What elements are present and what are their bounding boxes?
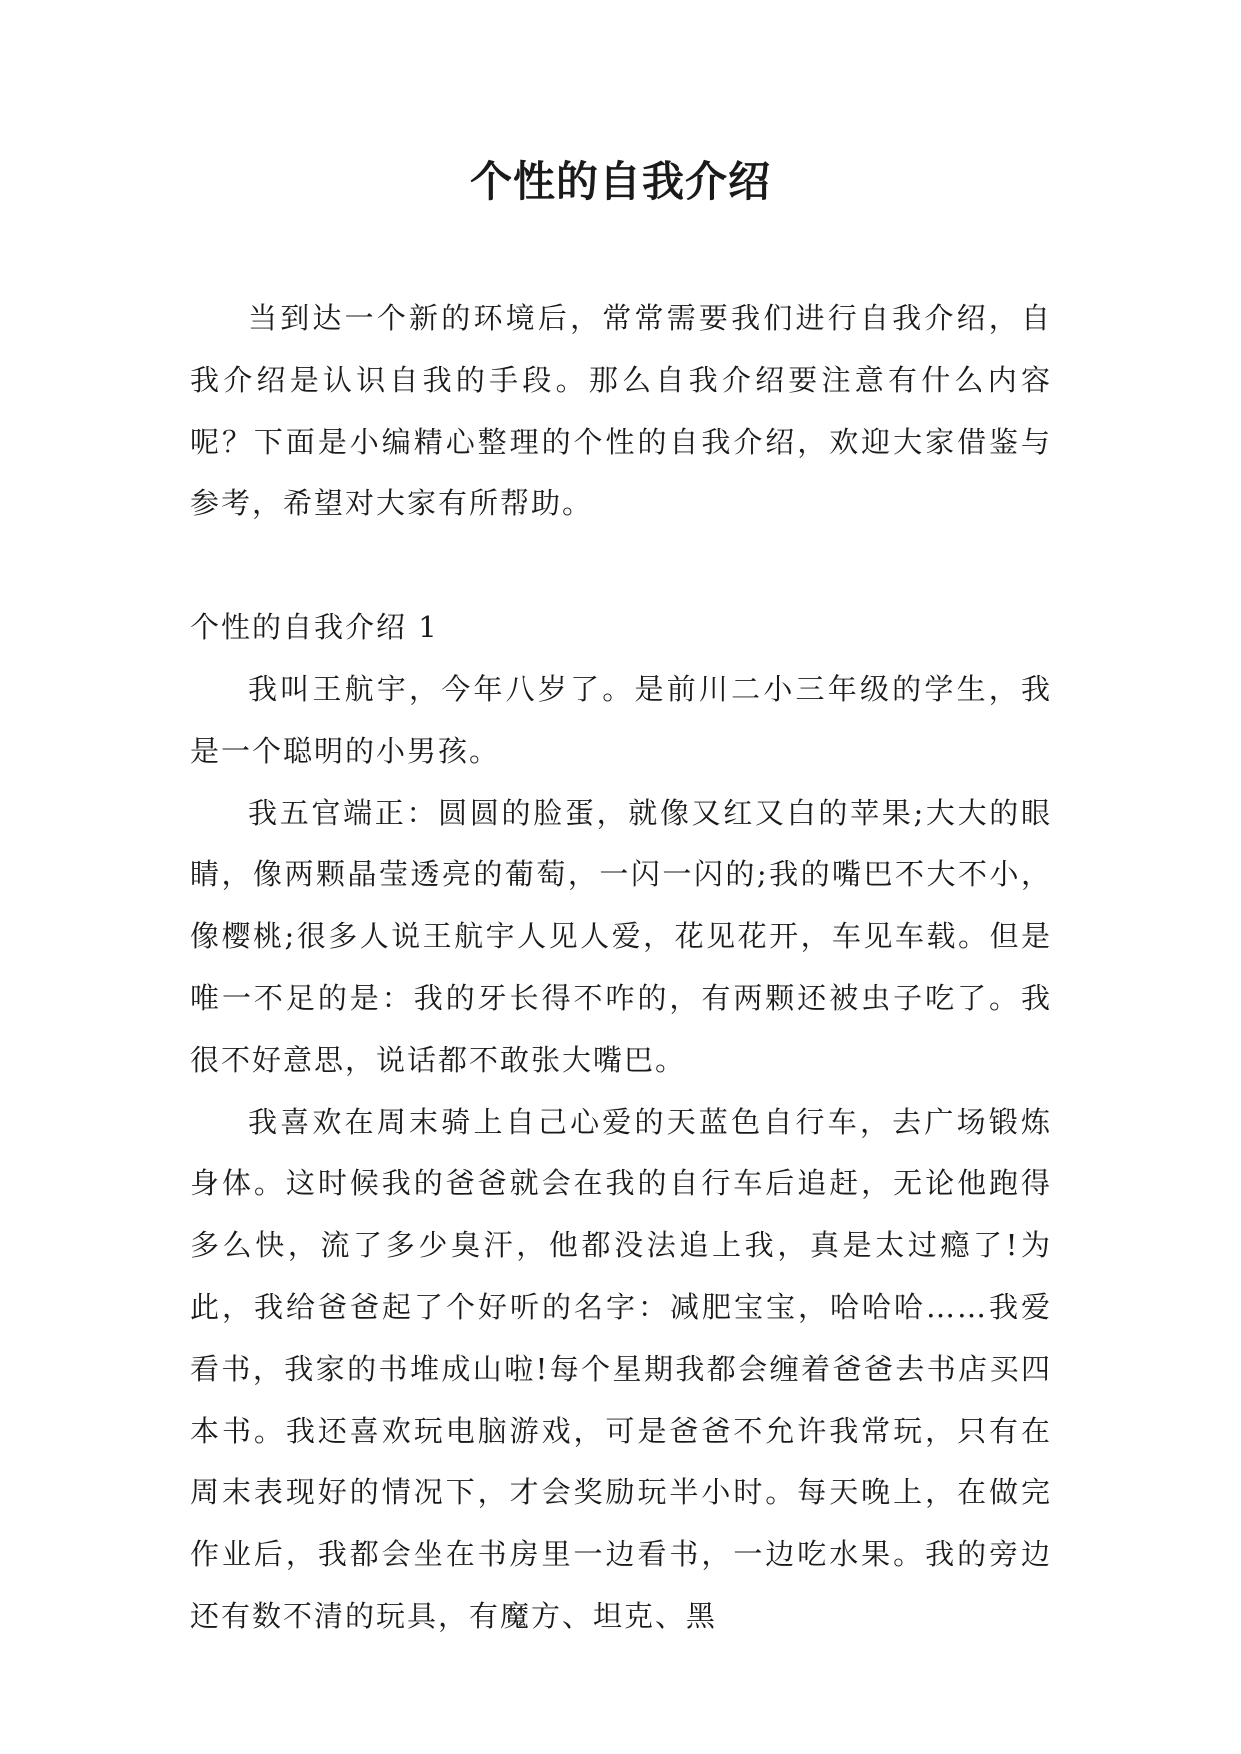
intro-paragraph: 当到达一个新的环境后，常常需要我们进行自我介绍，自我介绍是认识自我的手段。那么自我介绍要注意有什么内容呢？下面是小编精心整理的个性的自我介绍，欢迎大家借鉴与参考，希望对大家有所帮助。 [190, 301, 1052, 521]
document-title: 个性的自我介绍 [469, 157, 771, 206]
body-paragraph: 我喜欢在周末骑上自己心爱的天蓝色自行车，去广场锻炼身体。这时候我的爸爸就会在我的自行车后追赶，无论他跑得多么快，流了多少臭汗，他都没法追上我，真是太过瘾了!为此，我给爸爸起了个好听的名字：减肥宝宝，哈哈哈……我爱看书，我家的书堆成山啦!每个星期我都会缠着爸爸去书店买四本书。我还喜欢玩电脑游戏，可是爸爸不允许我常玩，只有在周末表现好的情况下，才会奖励玩半小时。每天晚上，在做完作业后，我都会坐在书房里一边看书，一边吃水果。我的旁边还有数不清的玩具，有魔方、坦克、黑 [190, 1104, 1052, 1633]
document-body [190, 288, 1052, 1648]
body-paragraph: 我叫王航宇，今年八岁了。是前川二小三年级的学生，我是一个聪明的小男孩。 [190, 671, 1052, 768]
body-paragraph: 我五官端正：圆圆的脸蛋，就像又红又白的苹果;大大的眼睛，像两颗晶莹透亮的葡萄，一闪一闪的;我的嘴巴不大不小，像樱桃;很多人说王航宇人见人爱，花见花开，车见车载。但是唯一不足的是：我的牙长得不咋的，有两颗还被虫子吃了。我很不好意思，说话都不敢张大嘴巴。 [190, 795, 1052, 1077]
section-heading: 个性的自我介绍 1 [190, 610, 439, 645]
